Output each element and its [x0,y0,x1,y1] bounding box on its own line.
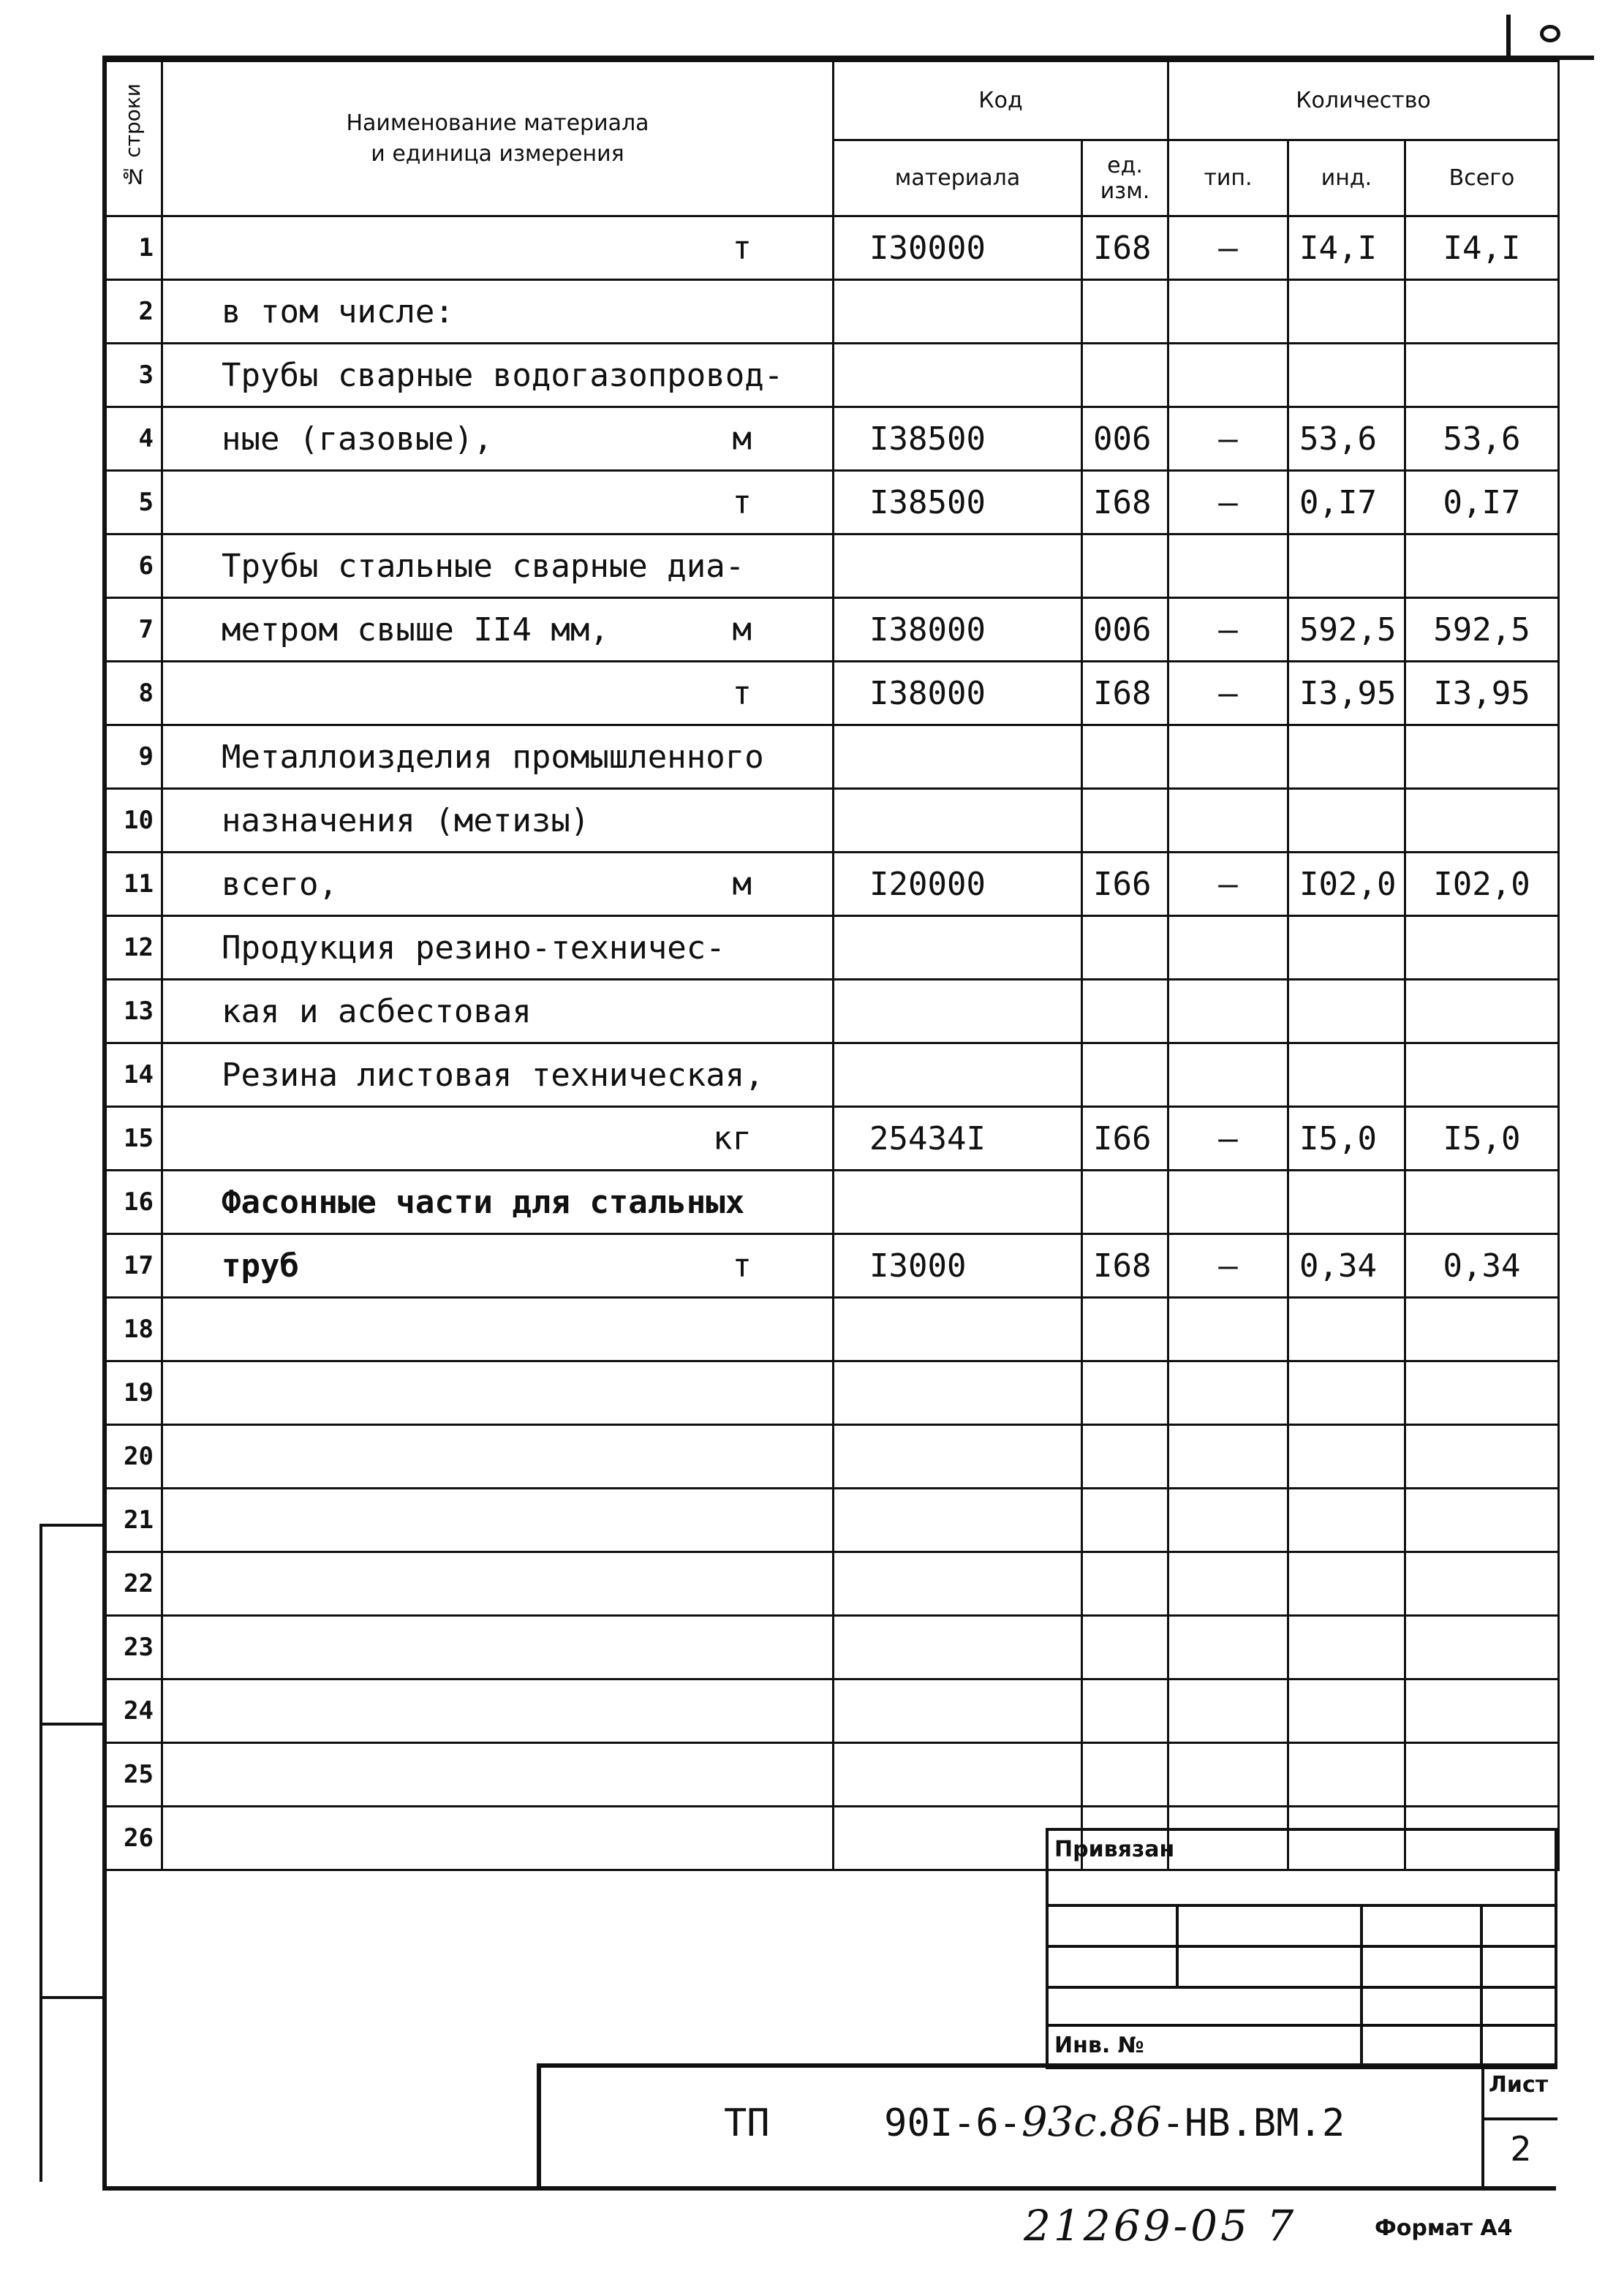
qty-ind [1288,1743,1405,1807]
qty-typ [1168,534,1288,598]
qty-ind [1288,980,1405,1043]
qty-typ [1168,1171,1288,1234]
qty-total [1405,1043,1559,1107]
header-name [162,61,834,216]
material-name [162,216,834,280]
material-name [162,916,834,980]
header-material: материала [834,140,1082,216]
material-code: I30000 [834,216,1082,280]
qty-ind [1288,789,1405,853]
table-row [104,725,1559,789]
table-row [104,216,1559,280]
document-code: ТП 90I-6-93с.86-НВ.ВМ.2 [724,2098,1345,2146]
material-code [834,280,1082,344]
qty-total: 0,I7 [1405,471,1559,534]
material-name-text: Металлоизделия промышленного [222,738,764,776]
qty-ind [1288,1298,1405,1361]
qty-ind: I02,0 [1288,853,1405,916]
row-number: 22 [104,1552,162,1616]
material-name [162,1552,834,1616]
corner-mark [1506,15,1511,60]
spec-table [102,60,1560,1871]
material-name [162,1234,834,1298]
table-row [104,1361,1559,1425]
row-number: 15 [104,1107,162,1171]
qty-typ [1168,280,1288,344]
table-row [104,598,1559,662]
table-row [104,1679,1559,1743]
row-number: 5 [104,471,162,534]
unit-code [1082,789,1168,853]
material-code: I38000 [834,598,1082,662]
material-name-text: метром свыше II4 мм, [222,611,609,649]
header-code: Код [834,61,1168,140]
unit-code [1082,280,1168,344]
material-code [834,534,1082,598]
margin-tick [39,1996,105,1999]
qty-typ: – [1168,216,1288,280]
material-code: I3000 [834,1234,1082,1298]
header-unit: ед. изм. [1082,140,1168,216]
table-row [104,1043,1559,1107]
unit-code: I66 [1082,1107,1168,1171]
material-code [834,1552,1082,1616]
material-code [834,789,1082,853]
unit-code: I68 [1082,471,1168,534]
material-name [162,344,834,407]
table-row [104,1171,1559,1234]
material-code: I20000 [834,853,1082,916]
material-name [162,471,834,534]
row-number: 24 [104,1679,162,1743]
header-name-line1: Наименование материала [346,110,649,136]
qty-total: I02,0 [1405,853,1559,916]
row-number: 12 [104,916,162,980]
qty-ind: 592,5 [1288,598,1405,662]
qty-total [1405,725,1559,789]
material-code: I38000 [834,662,1082,725]
table-row [104,1107,1559,1171]
unit-code [1082,916,1168,980]
qty-total [1405,534,1559,598]
material-name [162,1107,834,1171]
qty-typ [1168,1361,1288,1425]
material-code [834,1298,1082,1361]
qty-typ [1168,1679,1288,1743]
material-name-text: Резина листовая техническая, [222,1056,764,1094]
table-row [104,1489,1559,1552]
row-number: 26 [104,1807,162,1870]
table-row [104,1425,1559,1489]
row-number: 4 [104,407,162,471]
material-name-text: Продукция резино-техничес- [222,929,725,967]
qty-total: 592,5 [1405,598,1559,662]
material-name [162,1171,834,1234]
material-code [834,916,1082,980]
qty-ind [1288,1616,1405,1679]
table-row [104,1743,1559,1807]
material-name [162,280,834,344]
header-rownum: № строки [104,61,162,216]
row-number: 8 [104,662,162,725]
qty-ind [1288,1552,1405,1616]
unit-code [1082,1298,1168,1361]
material-name-text: назначения (метизы) [222,801,590,839]
row-number: 9 [104,725,162,789]
unit-code [1082,1043,1168,1107]
qty-ind [1288,534,1405,598]
qty-total: I4,I [1405,216,1559,280]
qty-ind [1288,725,1405,789]
margin-tick [39,1524,105,1527]
approval-stamp [1046,1828,1557,2069]
row-number: 13 [104,980,162,1043]
material-name [162,1616,834,1679]
table-row [104,662,1559,725]
row-number: 16 [104,1171,162,1234]
inventory-number: 21269-05 7 [1024,2201,1297,2251]
unit-label: м [732,865,752,903]
qty-total [1405,1489,1559,1552]
material-name [162,1489,834,1552]
qty-total: I5,0 [1405,1107,1559,1171]
unit-code: I68 [1082,1234,1168,1298]
qty-total [1405,1552,1559,1616]
qty-typ [1168,1043,1288,1107]
material-code [834,1425,1082,1489]
unit-code [1082,1743,1168,1807]
material-name [162,980,834,1043]
unit-label: м [732,611,752,649]
material-code [834,344,1082,407]
material-name [162,534,834,598]
stamp-inv-label: Инв. № [1054,2033,1144,2058]
material-name [162,598,834,662]
row-number: 3 [104,344,162,407]
row-number: 2 [104,280,162,344]
qty-total [1405,1743,1559,1807]
material-code [834,1743,1082,1807]
sheet-box [1481,2068,1557,2188]
qty-typ [1168,1552,1288,1616]
qty-ind [1288,344,1405,407]
material-name [162,1043,834,1107]
row-number: 21 [104,1489,162,1552]
table-row [104,853,1559,916]
table-row [104,534,1559,598]
qty-total [1405,980,1559,1043]
unit-code [1082,1616,1168,1679]
unit-code: I68 [1082,216,1168,280]
material-name-text: Фасонные части для стальных [222,1183,745,1221]
qty-ind [1288,1425,1405,1489]
row-number: 6 [104,534,162,598]
table-row [104,1552,1559,1616]
unit-label: т [732,674,752,712]
qty-total [1405,1679,1559,1743]
qty-ind: I3,95 [1288,662,1405,725]
row-number: 18 [104,1298,162,1361]
unit-label: т [732,229,752,267]
corner-dot [1540,25,1560,42]
qty-ind [1288,1043,1405,1107]
material-name-text: всего, [222,865,338,903]
unit-code [1082,1552,1168,1616]
material-code [834,1043,1082,1107]
unit-code: 006 [1082,407,1168,471]
material-name-text: кая и асбестовая [222,992,532,1030]
sheet-number: 2 [1484,2117,1557,2169]
qty-typ: – [1168,407,1288,471]
table-row [104,344,1559,407]
material-code [834,1361,1082,1425]
table-row [104,1616,1559,1679]
row-number: 23 [104,1616,162,1679]
qty-ind: 0,34 [1288,1234,1405,1298]
table-row [104,1234,1559,1298]
unit-label: м [732,420,752,458]
sheet-label: Лист [1489,2072,1549,2098]
material-code: 25434I [834,1107,1082,1171]
qty-ind [1288,916,1405,980]
row-number: 14 [104,1043,162,1107]
qty-total [1405,280,1559,344]
qty-typ [1168,725,1288,789]
qty-ind [1288,280,1405,344]
material-name-text: Трубы стальные сварные диа- [222,547,745,585]
unit-label: т [732,483,752,521]
material-name-text: ные (газовые), [222,420,493,458]
unit-code [1082,1425,1168,1489]
row-number: 7 [104,598,162,662]
material-name [162,1679,834,1743]
qty-ind [1288,1489,1405,1552]
header-ind: инд. [1288,140,1405,216]
table-row [104,471,1559,534]
unit-code [1082,1679,1168,1743]
qty-ind [1288,1361,1405,1425]
qty-ind: 53,6 [1288,407,1405,471]
row-number: 11 [104,853,162,916]
qty-typ [1168,1298,1288,1361]
material-code [834,1171,1082,1234]
qty-typ [1168,980,1288,1043]
header-name-line2: и единица измерения [371,140,624,167]
material-code [834,1679,1082,1743]
material-name [162,725,834,789]
row-number: 19 [104,1361,162,1425]
stamp-linked-label: Привязан [1054,1837,1175,1862]
material-code [834,725,1082,789]
qty-typ [1168,916,1288,980]
qty-typ [1168,1743,1288,1807]
header-typ: тип. [1168,140,1288,216]
unit-code [1082,725,1168,789]
qty-total: 53,6 [1405,407,1559,471]
row-number: 25 [104,1743,162,1807]
material-name-text: в том числе: [222,292,454,330]
margin-bracket [39,1524,42,2182]
material-code [834,1489,1082,1552]
material-code: I38500 [834,407,1082,471]
table-row [104,1298,1559,1361]
material-name [162,1743,834,1807]
row-number: 20 [104,1425,162,1489]
unit-code: I68 [1082,662,1168,725]
qty-typ: – [1168,1234,1288,1298]
material-code [834,1807,1082,1870]
material-code [834,1616,1082,1679]
margin-tick [39,1723,105,1726]
qty-typ [1168,1616,1288,1679]
qty-ind [1288,1171,1405,1234]
qty-typ: – [1168,471,1288,534]
qty-typ [1168,1489,1288,1552]
spec-rows [104,216,1559,1870]
unit-code: 006 [1082,598,1168,662]
table-row [104,407,1559,471]
qty-typ: – [1168,853,1288,916]
unit-code [1082,1361,1168,1425]
material-name-text: Трубы сварные водогазопровод- [222,356,784,394]
material-name [162,407,834,471]
qty-ind [1288,1679,1405,1743]
table-row [104,980,1559,1043]
qty-typ [1168,789,1288,853]
unit-label: т [732,1247,752,1285]
material-name [162,1425,834,1489]
title-block [537,2063,1557,2188]
unit-code: I66 [1082,853,1168,916]
qty-ind: I5,0 [1288,1107,1405,1171]
qty-total [1405,1616,1559,1679]
qty-typ: – [1168,662,1288,725]
header-total: Всего [1405,140,1559,216]
row-number: 17 [104,1234,162,1298]
material-name [162,1298,834,1361]
qty-typ: – [1168,1107,1288,1171]
material-code: I38500 [834,471,1082,534]
unit-label: кг [713,1119,752,1157]
qty-total: 0,34 [1405,1234,1559,1298]
material-name [162,662,834,725]
material-code [834,980,1082,1043]
material-name [162,1361,834,1425]
unit-code [1082,344,1168,407]
unit-code [1082,1171,1168,1234]
row-number: 10 [104,789,162,853]
unit-code [1082,980,1168,1043]
table-row [104,916,1559,980]
material-name [162,853,834,916]
material-name [162,789,834,853]
format-label: Формат А4 [1375,2215,1513,2241]
qty-ind: 0,I7 [1288,471,1405,534]
header-quantity: Количество [1168,61,1559,140]
table-row [104,789,1559,853]
qty-total [1405,1361,1559,1425]
qty-total [1405,344,1559,407]
material-name-text: труб [222,1247,299,1285]
qty-total: I3,95 [1405,662,1559,725]
qty-total [1405,1425,1559,1489]
unit-code [1082,1489,1168,1552]
qty-total [1405,916,1559,980]
qty-typ [1168,344,1288,407]
qty-typ [1168,1425,1288,1489]
material-name [162,1807,834,1870]
qty-typ: – [1168,598,1288,662]
qty-ind: I4,I [1288,216,1405,280]
qty-total [1405,1298,1559,1361]
qty-total [1405,789,1559,853]
row-number: 1 [104,216,162,280]
table-row [104,280,1559,344]
qty-total [1405,1171,1559,1234]
unit-code [1082,534,1168,598]
